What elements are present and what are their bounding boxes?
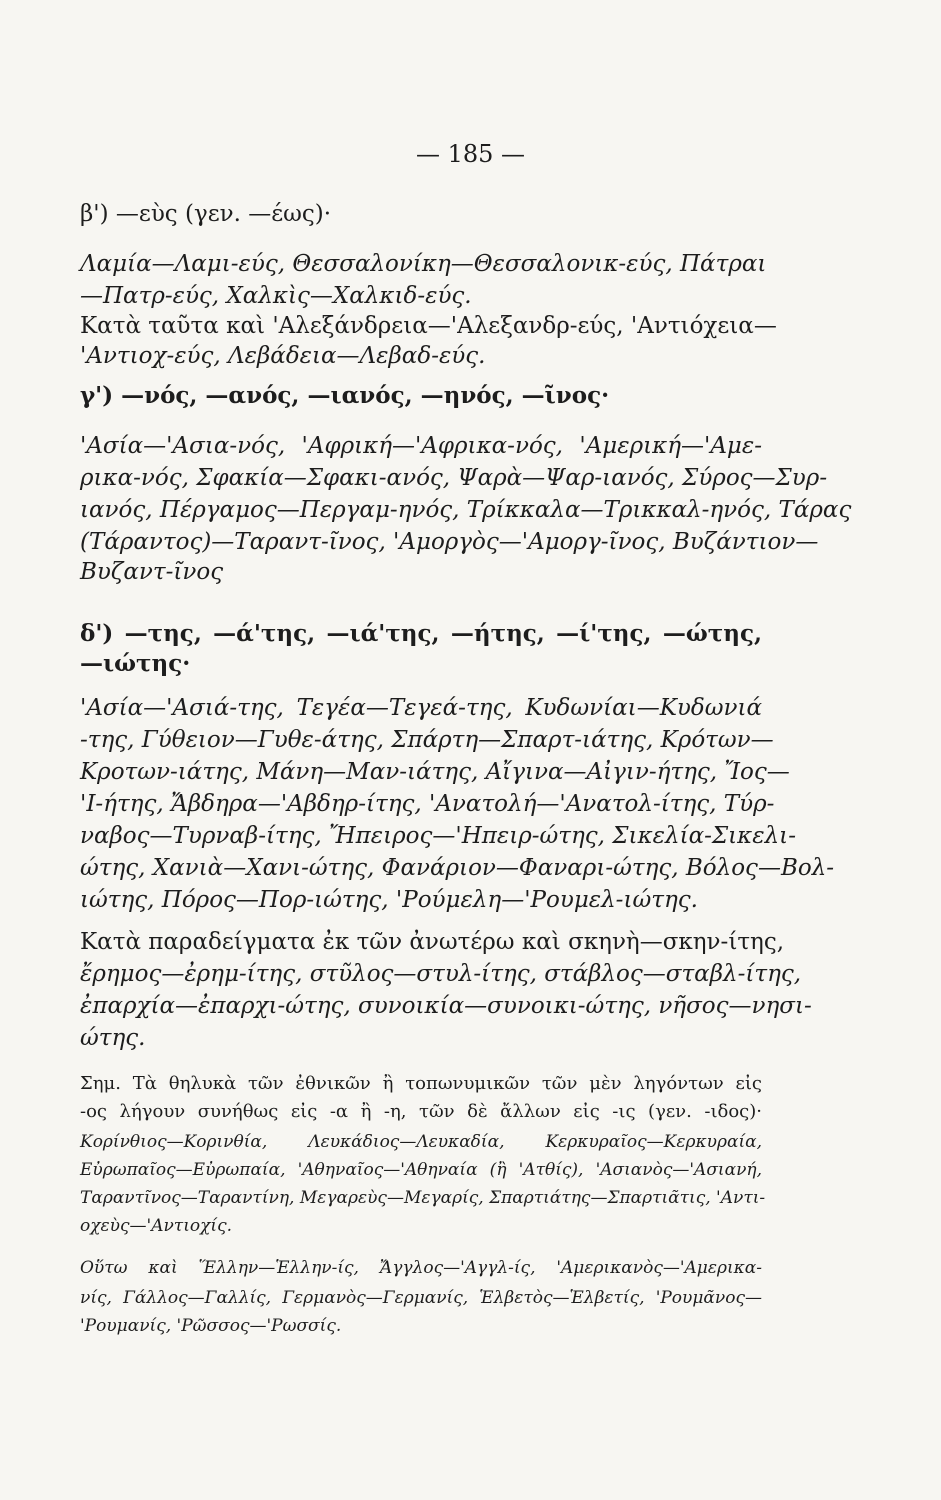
text-line: ναβος—Τυρναβ-ίτης, Ἤπειρος—'Ηπειρ-ώτης, Σικελία-Σικελι- <box>80 823 796 849</box>
note-line: Οὕτω καὶ Ἕλλην—Ἑλλην-ίς, Ἄγγλος—'Αγγλ-ίς, 'Αμερικανὸς—'Αμερικα- <box>80 1258 762 1278</box>
note-line: Κορίνθιος—Κορινθία, Λευκάδιος—Λευκαδία, Κερκυραῖος—Κερκυραία, <box>80 1132 762 1152</box>
text-line: Κατὰ ταῦτα καὶ 'Αλεξάνδρεια—'Αλεξανδρ-εύς, 'Αντιόχεια— <box>80 313 777 339</box>
section-gamma-heading: γ') —νός, —ανός, —ιανός, —ηνός, —ῖνος· <box>80 382 610 409</box>
note-line: -ος λήγουν συνήθως εἰς -α ἢ -η, τῶν δὲ ἄλλων εἰς -ις (γεν. -ιδος)· <box>80 1101 762 1122</box>
text-line: 'Ι-ήτης, Ἄβδηρα—'Αβδηρ-ίτης, 'Ανατολή—'Ανατολ-ίτης, Τύρ- <box>80 791 775 817</box>
note-line: 'Ρουμανίς, 'Ρῶσσος—'Ρωσσίς. <box>80 1316 342 1336</box>
section-beta-heading: β') —εὺς (γεν. —έως)· <box>80 201 332 227</box>
text-line: -της, Γύθειον—Γυθε-άτης, Σπάρτη—Σπαρτ-ιάτης, Κρότων— <box>80 727 774 753</box>
text-line: ρικα-νός, Σφακία—Σφακι-ανός, Ψαρὰ—Ψαρ-ιανός, Σύρος—Συρ- <box>80 465 828 491</box>
text-line: —Πατρ-εύς, Χαλκὶς—Χαλκιδ-εύς. <box>80 283 472 309</box>
text-line: ιανός, Πέργαμος—Περγαμ-ηνός, Τρίκκαλα—Τρικκαλ-ηνός, Τάρας <box>80 497 852 523</box>
text-line: ἐπαρχία—ἐπαρχι-ώτης, συνοικία—συνοικι-ώτης, νῆσος—νησι- <box>80 993 812 1019</box>
note-line: οχεὺς—'Αντιοχίς. <box>80 1216 232 1236</box>
text-line: Βυζαντ-ῖνος <box>80 559 224 585</box>
note-line: Εὐρωπαῖος—Εὐρωπαία, 'Αθηναῖος—'Αθηναία (ἢ 'Ατθίς), 'Ασιανὸς—'Ασιανή, <box>80 1160 762 1180</box>
text-line: ώτης. <box>80 1025 146 1051</box>
text-line: 'Ασία—'Ασιά-της, Τεγέα—Τεγεά-της, Κυδωνίαι—Κυδωνιά <box>80 695 762 721</box>
text-line: Κατὰ παραδείγματα ἐκ τῶν ἀνωτέρω καὶ σκηνὴ—σκην-ίτης, <box>80 929 785 955</box>
text-line: Κροτων-ιάτης, Μάνη—Μαν-ιάτης, Αἴγινα—Αἰγιν-ήτης, Ἴος— <box>80 759 790 785</box>
page-number: — 185 — <box>415 140 526 168</box>
note-line: Ταραντῖνος—Ταραντίνη, Μεγαρεὺς—Μεγαρίς, Σπαρτιάτης—Σπαρτιᾶτις, 'Αντι- <box>80 1188 766 1208</box>
text-line: ἔρημος—ἐρημ-ίτης, στῦλος—στυλ-ίτης, στάβλος—σταβλ-ίτης, <box>80 961 802 987</box>
text-line: 'Ασία—'Ασια-νός, 'Αφρική—'Αφρικα-νός, 'Αμερική—'Αμε- <box>80 433 762 459</box>
note-line: Σημ. Τὰ θηλυκὰ τῶν ἐθνικῶν ἢ τοπωνυμικῶν τῶν μὲν ληγόντων εἰς <box>80 1073 762 1094</box>
text-line: 'Αντιοχ-εύς, Λεβάδεια—Λεβαδ-εύς. <box>80 343 486 369</box>
text-line: (Τάραντος)—Ταραντ-ῖνος, 'Αμοργὸς—'Αμοργ-ῖνος, Βυζάντιον— <box>80 529 819 555</box>
text-line: Λαμία—Λαμι-εύς, Θεσσαλονίκη—Θεσσαλονικ-εύς, Πάτραι <box>80 251 767 277</box>
text-line: ιώτης, Πόρος—Πορ-ιώτης, 'Ρούμελη—'Ρουμελ-ιώτης. <box>80 887 698 913</box>
text-line: ώτης, Χανιὰ—Χανι-ώτης, Φανάριον—Φαναρι-ώτης, Βόλος—Βολ- <box>80 855 835 881</box>
section-delta-heading-cont: —ιώτης· <box>80 650 191 677</box>
note-line: νίς, Γάλλος—Γαλλίς, Γερμανὸς—Γερμανίς, Ἑλβετὸς—Ἑλβετίς, 'Ρουμᾶνος— <box>80 1288 762 1308</box>
section-delta-heading: δ') —της, —ά'της, —ιά'της, —ήτης, —ί'της, —ώτης, <box>80 620 762 647</box>
